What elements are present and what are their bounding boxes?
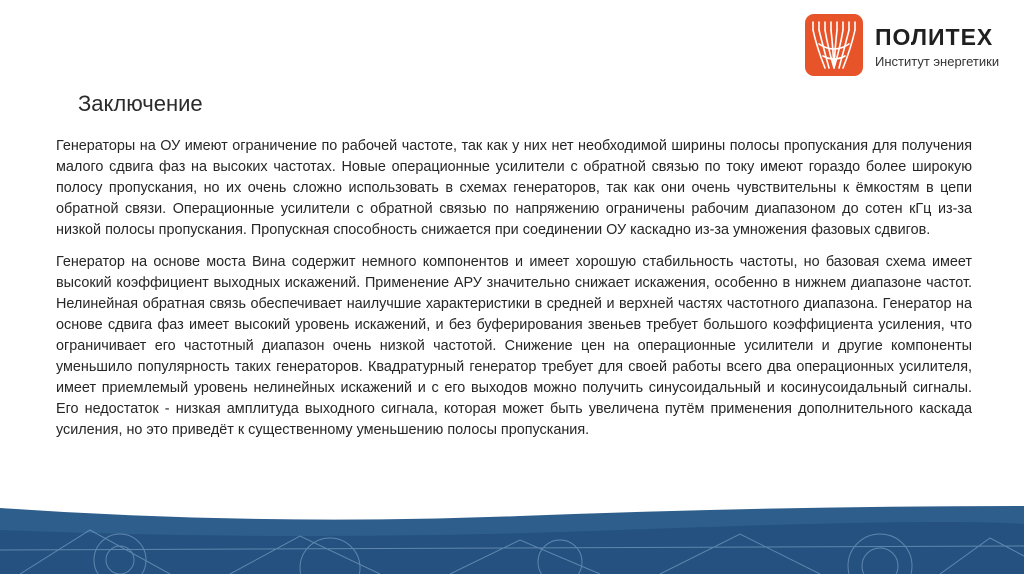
slide-title: Заключение [78,91,203,116]
logo-subtitle: Институт энергетики [875,54,1000,69]
footer-decoration [0,490,1024,574]
logo-title: ПОЛИТЕХ [875,24,994,50]
slide-body [56,136,972,452]
polytech-logo-icon [805,14,863,76]
paragraph-2: Генератор на основе моста Вина содержит немного компонентов и имеет хорошую стабильность частоты, но базовая схема имеет высокий коэффициент выходных искажений. Применение АРУ значительно снижает искажения, особенно в нижнем диапазоне частот. Нелинейная обратная связь обеспечивает наилучшие характеристики в средней и верхней частях частотного диапазона. Генератор на основе сдвига фаз имеет высокий уровень искажений, и без буферирования звеньев требует большого коэффициента усиления, что ограничивает его частотный диапазон очень низкой частотой. Снижение цен на операционные усилители и другие компоненты уменьшило популярность таких генераторов. Квадратурный генератор требует для своей работы всего два операционных усилителя, имеет приемлемый уровень нелинейных искажений и с его выходов можно получить синусоидальный и косинусоидальный сигналы. Его недостаток - низкая амплитуда выходного сигнала, которая может быть увеличена путём применения дополнительного каскада усиления, но это приведёт к существенному уменьшению полосы пропускания. [56,254,972,438]
polytech-logo [805,14,1020,80]
paragraph-1: Генераторы на ОУ имеют ограничение по рабочей частоте, так как у них нет необходимой ширины полосы пропускания для получения малого сдвига фаз на высоких частотах. Новые операционные усилители с обратной связью по току имеют гораздо более широкую полосу пропускания, но их очень сложно использовать в схемах генераторов, так как они очень чувствительны к ёмкостям в цепи обратной связи. Операционные усилители с обратной связью по напряжению ограничены рабочим диапазоном до сотен кГц из-за низкой полосы пропускания. Пропускная способность снижается при соединении ОУ каскадно из-за умножения фазовых сдвигов. [56,138,972,238]
